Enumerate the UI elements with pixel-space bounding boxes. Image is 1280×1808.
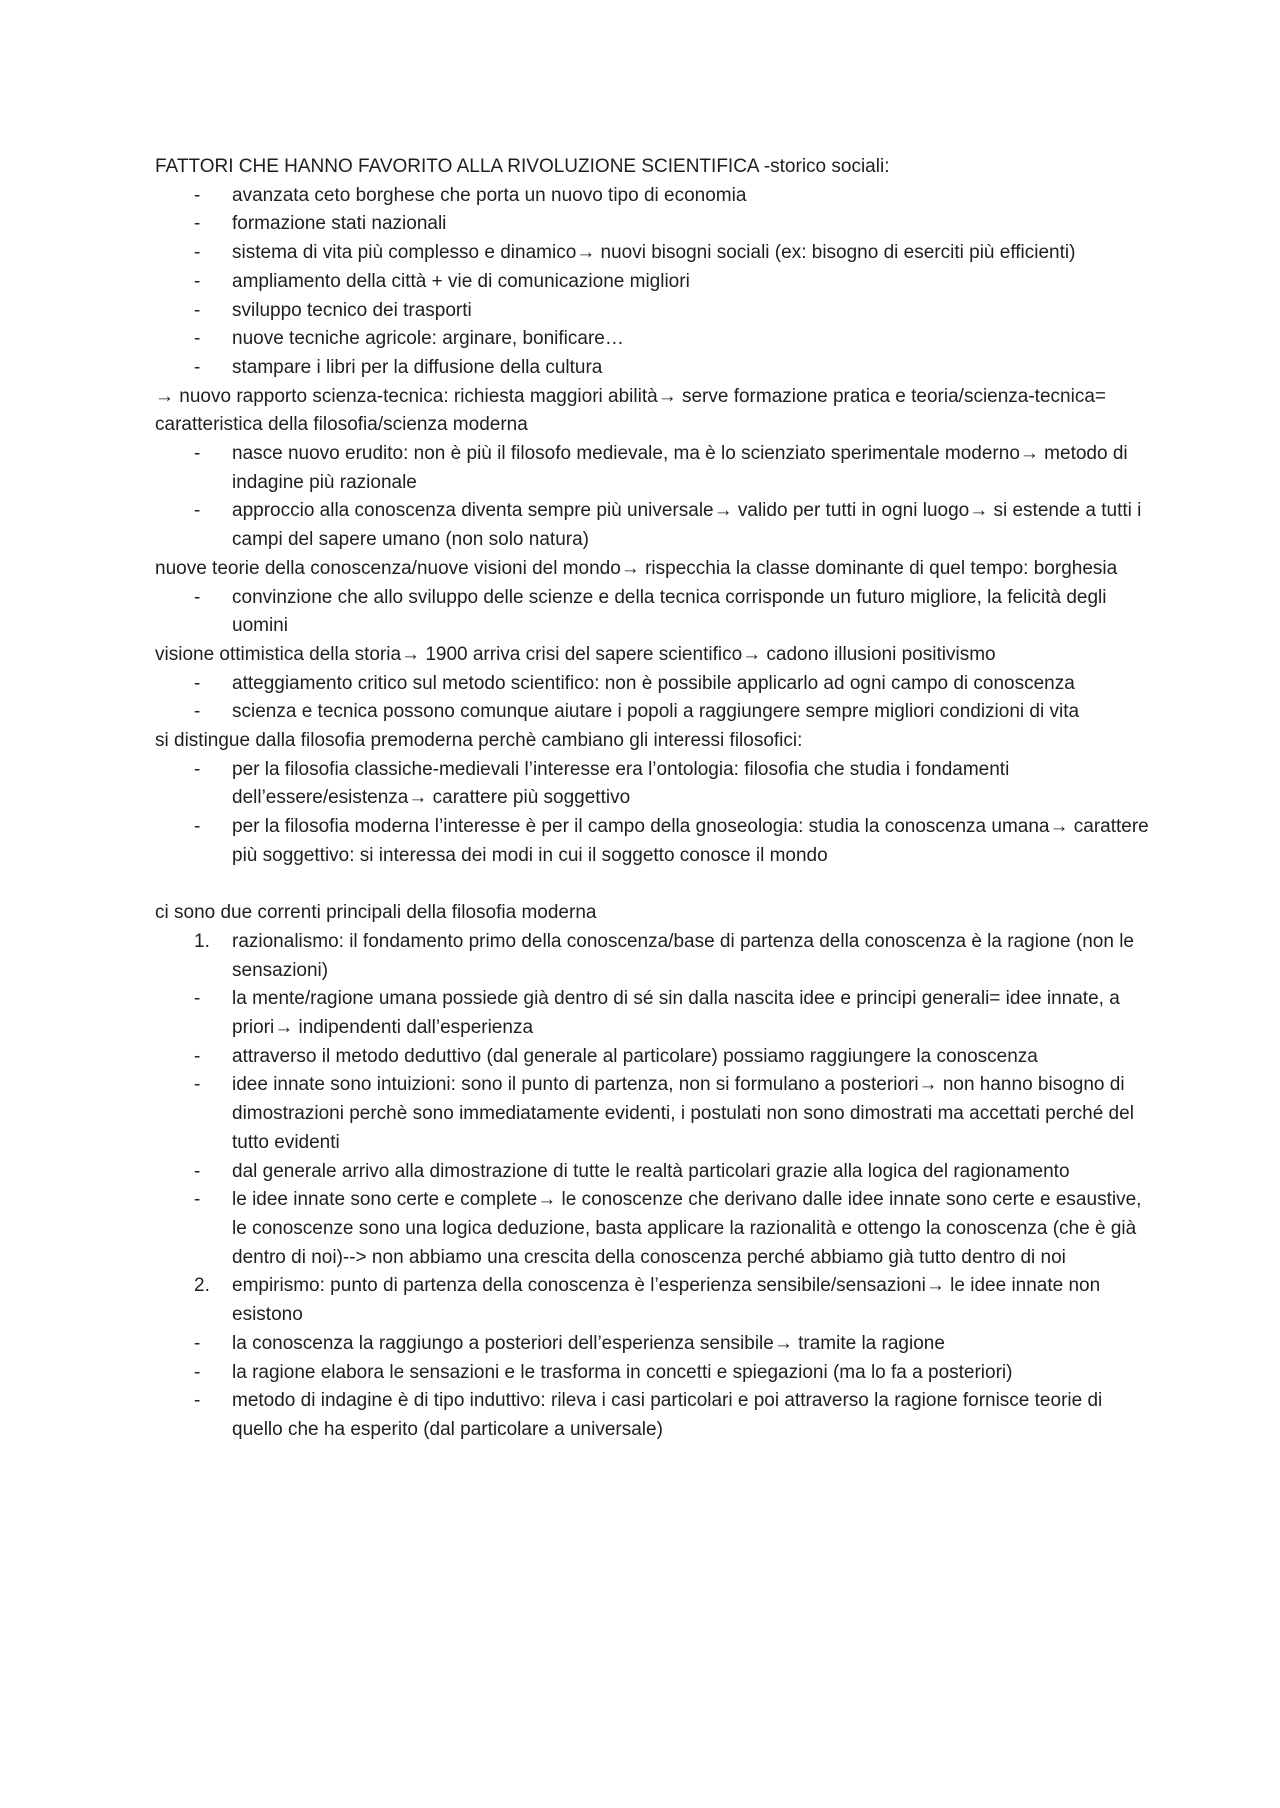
list-marker: -: [194, 443, 201, 465]
paragraph: ci sono due correnti principali della filosofia moderna: [155, 902, 597, 924]
paragraph: FATTORI CHE HANNO FAVORITO ALLA RIVOLUZIONE SCIENTIFICA -storico sociali:: [155, 156, 890, 177]
list-marker: -: [194, 1361, 201, 1383]
list-item-text: empirismo: punto di partenza della conoscenza è l’esperienza sensibile/sensazioni→ le idee innate non esistono: [232, 1275, 1101, 1326]
blank-line: [155, 871, 1155, 900]
list-marker: -: [194, 1045, 201, 1067]
list-marker: -: [194, 184, 201, 206]
bullet-item: [155, 325, 1155, 354]
numbered-item: [155, 1272, 1155, 1329]
paragraph: nuove teorie della conoscenza/nuove visioni del mondo→ rispecchia la classe dominante di quel tempo: borghesia: [155, 557, 1118, 579]
list-marker: -: [194, 586, 201, 608]
list-marker: 2.: [194, 1275, 210, 1297]
bullet-item: [155, 182, 1155, 211]
list-item-text: la ragione elabora le sensazioni e le trasforma in concetti e spiegazioni (ma lo fa a posteriori): [232, 1361, 1013, 1383]
list-item-text: dal generale arrivo alla dimostrazione di tutte le realtà particolari grazie alla logica del ragionamento: [232, 1160, 1070, 1182]
list-item-text: le idee innate sono certe e complete→ le conoscenze che derivano dalle idee innate sono certe e esaustive, le conoscenze sono una logica deduzione, basta applicare la razionalità e ottengo la conoscenza (che è già dentro di noi)--> non abbiamo una crescita della conoscenza perché abbiamo già tutto dentro di noi: [232, 1189, 1142, 1268]
list-item-text: attraverso il metodo deduttivo (dal generale al particolare) possiamo raggiungere la conoscenza: [232, 1045, 1038, 1067]
bullet-item: [155, 1043, 1155, 1072]
bullet-item: [155, 1158, 1155, 1187]
list-marker: -: [194, 1332, 201, 1354]
list-marker: -: [194, 1160, 201, 1182]
bullet-item: [155, 985, 1155, 1042]
bullet-item: [155, 1330, 1155, 1359]
list-item-text: formazione stati nazionali: [232, 213, 447, 235]
list-marker: -: [194, 270, 201, 292]
list-item-text: nasce nuovo erudito: non è più il filosofo medievale, ma è lo scienziato sperimentale moderno→ metodo di indagine più razionale: [232, 443, 1128, 493]
bullet-item: [155, 297, 1155, 326]
list-marker: -: [194, 299, 201, 321]
paragraph: visione ottimistica della storia→ 1900 arriva crisi del sapere scientifico→ cadono illusioni positivismo: [155, 643, 996, 665]
paragraph: → nuovo rapporto scienza-tecnica: richiesta maggiori abilità→ serve formazione pratica e teoria/scienza-tecnica= caratteristica della filosofia/scienza moderna: [155, 385, 1106, 436]
list-item-text: sistema di vita più complesso e dinamico→ nuovi bisogni sociali (ex: bisogno di eserciti più efficienti): [232, 242, 1076, 264]
bullet-item: [155, 440, 1155, 497]
bullet-item: [155, 756, 1155, 813]
bullet-item: [155, 698, 1155, 727]
bullet-item: [155, 1359, 1155, 1388]
list-item-text: avanzata ceto borghese che porta un nuovo tipo di economia: [232, 184, 747, 206]
list-item-text: idee innate sono intuizioni: sono il punto di partenza, non si formulano a posteriori→ non hanno bisogno di dimostrazioni perchè sono immediatamente evidenti, i postulati non sono dimostrati ma accettati perché del tutto evidenti: [232, 1074, 1134, 1153]
list-marker: -: [194, 213, 201, 235]
bullet-item: [155, 1387, 1155, 1444]
list-marker: -: [194, 988, 201, 1010]
list-marker: -: [194, 242, 201, 264]
list-marker: -: [194, 672, 201, 694]
list-item-text: atteggiamento critico sul metodo scientifico: non è possibile applicarlo ad ogni campo di conoscenza: [232, 672, 1075, 694]
bullet-item: [155, 1186, 1155, 1272]
bullet-item: [155, 239, 1155, 268]
list-marker: -: [194, 758, 201, 780]
list-item-text: ampliamento della città + vie di comunicazione migliori: [232, 270, 690, 292]
document-page: [155, 153, 1155, 1445]
list-item-text: per la filosofia moderna l’interesse è per il campo della gnoseologia: studia la conoscenza umana→ carattere più soggettivo: si interessa dei modi in cui il soggetto conosce il mondo: [232, 816, 1149, 866]
list-item-text: sviluppo tecnico dei trasporti: [232, 299, 472, 321]
list-item-text: scienza e tecnica possono comunque aiutare i popoli a raggiungere sempre migliori condizioni di vita: [232, 701, 1080, 723]
list-item-text: metodo di indagine è di tipo induttivo: rileva i casi particolari e poi attraverso la ragione fornisce teorie di quello che ha esperito (dal particolare a universale): [232, 1390, 1103, 1440]
list-item-text: nuove tecniche agricole: arginare, bonificare…: [232, 328, 624, 350]
bullet-item: [155, 584, 1155, 641]
bullet-item: [155, 670, 1155, 699]
list-item-text: razionalismo: il fondamento primo della conoscenza/base di partenza della conoscenza è la ragione (non le sensazioni): [232, 930, 1134, 981]
list-marker: -: [194, 816, 201, 838]
list-item-text: convinzione che allo sviluppo delle scienze e della tecnica corrisponde un futuro migliore, la felicità degli uomini: [232, 586, 1107, 637]
list-item-text: stampare i libri per la diffusione della cultura: [232, 356, 603, 378]
list-marker: -: [194, 500, 201, 522]
list-item-text: per la filosofia classiche-medievali l’interesse era l’ontologia: filosofia che studia i fondamenti dell’essere/esistenza→ carattere più soggettivo: [232, 758, 1010, 809]
bullet-item: [155, 497, 1155, 554]
paragraph: si distingue dalla filosofia premoderna perchè cambiano gli interessi filosofici:: [155, 730, 803, 752]
list-marker: -: [194, 1189, 201, 1211]
list-item-text: approccio alla conoscenza diventa sempre più universale→ valido per tutti in ogni luogo→ si estende a tutti i campi del sapere umano (non solo natura): [232, 500, 1142, 551]
list-marker: -: [194, 701, 201, 723]
numbered-item: [155, 928, 1155, 985]
bullet-item: [155, 268, 1155, 297]
list-marker: -: [194, 328, 201, 350]
list-item-text: la conoscenza la raggiungo a posteriori dell’esperienza sensibile→ tramite la ragione: [232, 1332, 945, 1354]
bullet-item: [155, 210, 1155, 239]
list-marker: -: [194, 1074, 201, 1096]
bullet-item: [155, 354, 1155, 383]
bullet-item: [155, 813, 1155, 870]
bullet-item: [155, 1071, 1155, 1157]
list-item-text: la mente/ragione umana possiede già dentro di sé sin dalla nascita idee e principi generali= idee innate, a priori→ indipendenti dall’esperienza: [232, 988, 1120, 1039]
list-marker: -: [194, 356, 201, 378]
list-marker: -: [194, 1390, 201, 1412]
list-marker: 1.: [194, 930, 210, 952]
